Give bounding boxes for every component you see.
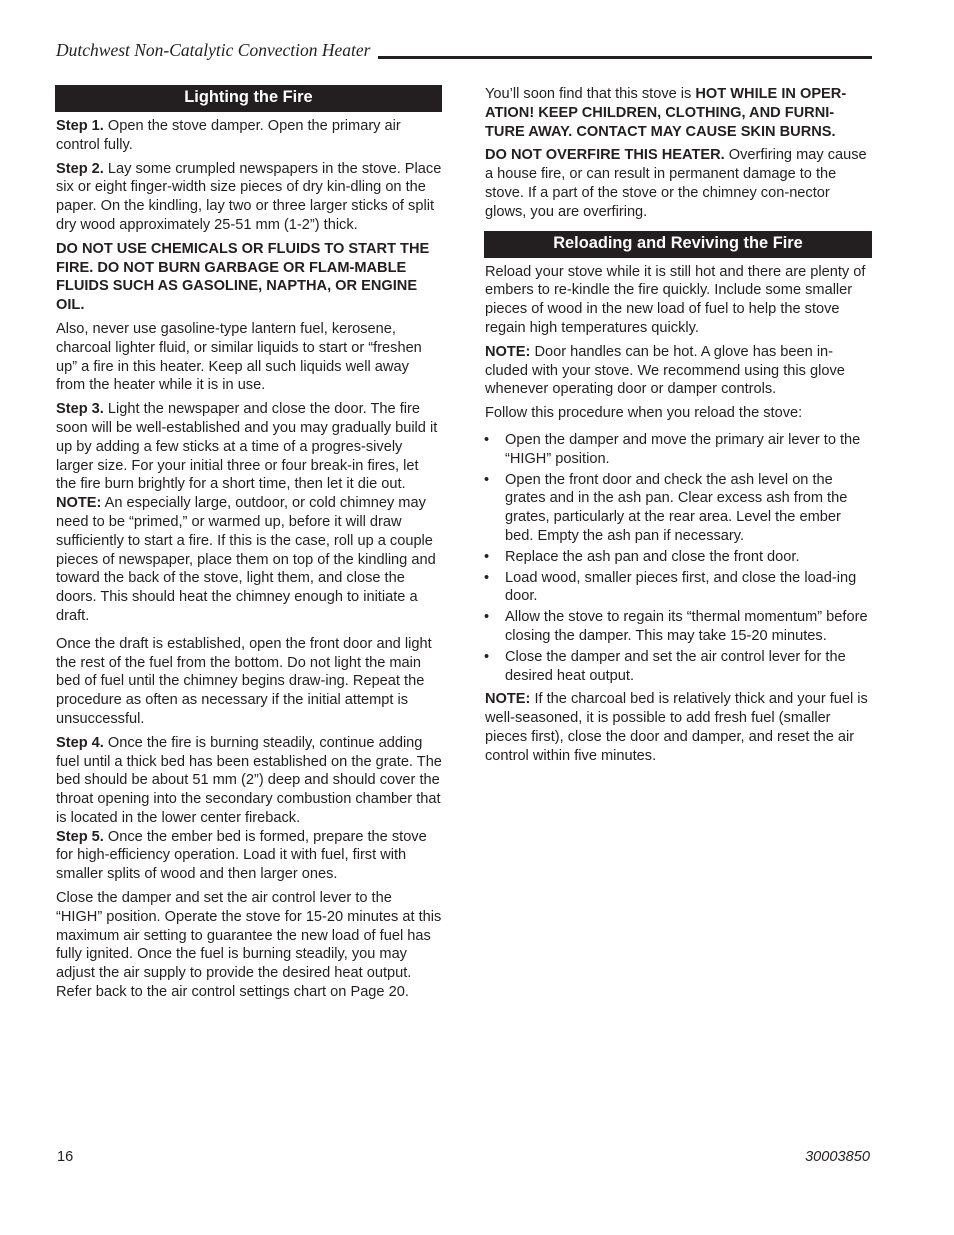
chemicals-warning-text: DO NOT USE CHEMICALS OR FLUIDS TO START THE FIRE. DO NOT BURN GARBAGE OR FLAM-MABLE FLUIDS SUCH AS GASOLINE, NAPTHA, OR ENGINE OIL.: [56, 240, 430, 314]
list-item: [484, 608, 872, 646]
reload-procedure-list: [484, 431, 872, 685]
step-3-label: Step 3.: [56, 401, 104, 418]
header-rule: [378, 56, 872, 59]
hot-warning-paragraph: [484, 85, 872, 141]
bullet-icon: •: [484, 609, 490, 626]
step-2-label: Step 2.: [56, 160, 104, 177]
step-1-text: Open the stove damper. Open the primary air control fully.: [56, 118, 401, 153]
close-damper-paragraph: Close the damper and set the air control lever to the “HIGH” position. Operate the stove for 15-20 minutes at this maximum air setting to guarantee the new load of fuel has fully ignited. Once the fuel is burning steadily, you may adjust the air supply to provide the desired heat output. Refer back to the air control settings chart on Page 20.: [56, 890, 442, 1001]
charcoal-bed-note: [484, 690, 872, 765]
list-item-text: Allow the stove to regain its “thermal momentum” before closing the damper. This may take 15-20 minutes.: [505, 609, 868, 644]
bullet-icon: •: [484, 548, 490, 565]
door-note-text: Door handles can be hot. A glove has been in-cluded with your stove. We recommend using this glove whenever operating door or damper controls.: [485, 343, 845, 398]
left-column: [55, 85, 442, 1007]
list-item: [484, 548, 872, 567]
chemicals-warning: [55, 240, 442, 315]
note-label: NOTE:: [56, 495, 102, 512]
running-header: [56, 40, 872, 62]
right-column: [484, 85, 872, 771]
bullet-icon: •: [484, 569, 490, 586]
follow-procedure-paragraph: Follow this procedure when you reload the stove:: [485, 405, 803, 422]
step-3-text: Light the newspaper and close the door. The fire soon will be well-established and you may gradually build it up by adding a few sticks at a time of a progres-sively larger size. For your initial three or four break-in fires, let the fire burn brightly for a short time, then let it die out.: [56, 401, 438, 493]
overfire-paragraph: [484, 146, 872, 221]
step-1-paragraph: [55, 117, 442, 155]
bullet-icon: •: [484, 471, 490, 488]
overfire-text: Overfiring may cause a house fire, or can result in permanent damage to the stove. If a part of the stove or the chimney con-nector glows, you are overfiring.: [485, 147, 867, 220]
running-header-title: Dutchwest Non-Catalytic Convection Heater: [56, 40, 371, 60]
step-5-text: Once the ember bed is formed, prepare the stove for high-efficiency operation. Load it with fuel, first with smaller splits of wood and then larger ones.: [56, 828, 427, 883]
step-2-text: Lay some crumpled newspapers in the stove. Place six or eight finger-width size pieces of dry kin-dling on the paper. On the kindling, lay two or three larger sticks of split dry wood approximately 25-51 mm (1-2”) thick.: [56, 160, 442, 233]
hot-warning-bold: HOT WHILE IN OPER-ATION! KEEP CHILDREN, CLOTHING, AND FURNI-TURE AWAY. CONTACT MAY CAUSE SKIN BURNS.: [485, 86, 847, 140]
list-item-text: Open the front door and check the ash level on the grates and in the ash pan. Clear excess ash from the grates, particularly at the rear area. Level the ember bed. Empty the ash pan if necessary.: [505, 471, 848, 544]
list-item: [484, 471, 872, 546]
list-item-text: Load wood, smaller pieces first, and close the load-ing door.: [505, 569, 857, 605]
step-4-paragraph: [55, 734, 442, 828]
step-4-text: Once the fire is burning steadily, continue adding fuel until a thick bed has been established on the grate. The bed should be about 51 mm (2”) deep and should cover the throat opening into the secondary combustion chamber that is located in the lower center fireback.: [56, 734, 442, 826]
lantern-fuel-paragraph: Also, never use gasoline-type lantern fuel, kerosene, charcoal lighter fluid, or similar liquids to start or “freshen up” a fire in this heater. Keep all such liquids well away from the heater while it is in use.: [56, 320, 422, 394]
list-item: [484, 431, 872, 469]
charcoal-note-text: If the charcoal bed is relatively thick and your fuel is well-seasoned, it is possible to add fresh fuel (smaller pieces first), close the door and damper, and reset the air control within five minutes.: [485, 691, 868, 764]
list-item-text: Close the damper and set the air control lever for the desired heat output.: [505, 648, 846, 684]
document-number: 30003850: [805, 1149, 870, 1165]
list-item-text: Replace the ash pan and close the front door.: [505, 548, 800, 565]
list-item: [484, 648, 872, 686]
section-heading-lighting-the-fire: Lighting the Fire: [55, 85, 442, 112]
step-2-paragraph: [55, 160, 442, 235]
overfire-label: DO NOT OVERFIRE THIS HEATER.: [485, 147, 725, 164]
charcoal-note-label: NOTE:: [485, 691, 531, 708]
step-5-paragraph: [55, 828, 442, 884]
door-note-label: NOTE:: [485, 343, 531, 360]
bullet-icon: •: [484, 431, 490, 448]
step-1-label: Step 1.: [56, 118, 104, 134]
step-5-label: Step 5.: [56, 828, 104, 845]
draft-established-paragraph: Once the draft is established, open the front door and light the rest of the fuel from the bottom. Do not light the main bed of fuel until the chimney begins draw-ing. Repeat the procedure as often as necessary if the initial attempt is unsuccessful.: [56, 635, 432, 727]
door-handle-note: [484, 343, 872, 399]
step-3-paragraph: [55, 400, 442, 494]
list-item: [484, 569, 872, 607]
list-item-text: Open the damper and move the primary air lever to the “HIGH” position.: [505, 431, 861, 467]
bullet-icon: •: [484, 648, 490, 665]
note-text: An especially large, outdoor, or cold chimney may need to be “primed,” or warmed up, before it will draw sufficiently to start a fire. If this is the case, roll up a couple pieces of newspaper, place them on top of the kindling and toward the back of the stove, light them, and close the doors. This should heat the chimney enough to initiate a draft.: [56, 495, 436, 624]
step-4-label: Step 4.: [56, 734, 104, 751]
chimney-priming-note: [55, 494, 442, 626]
reload-paragraph: Reload your stove while it is still hot and there are plenty of embers to re-kindle the fire quickly. Include some smaller pieces of wood in the new load of fuel to help the stove regain high temperatures quickly.: [485, 263, 866, 336]
page-number: 16: [57, 1149, 74, 1165]
section-heading-reloading: Reloading and Reviving the Fire: [484, 231, 872, 258]
hot-warning-lead: You’ll soon find that this stove is: [485, 86, 696, 102]
